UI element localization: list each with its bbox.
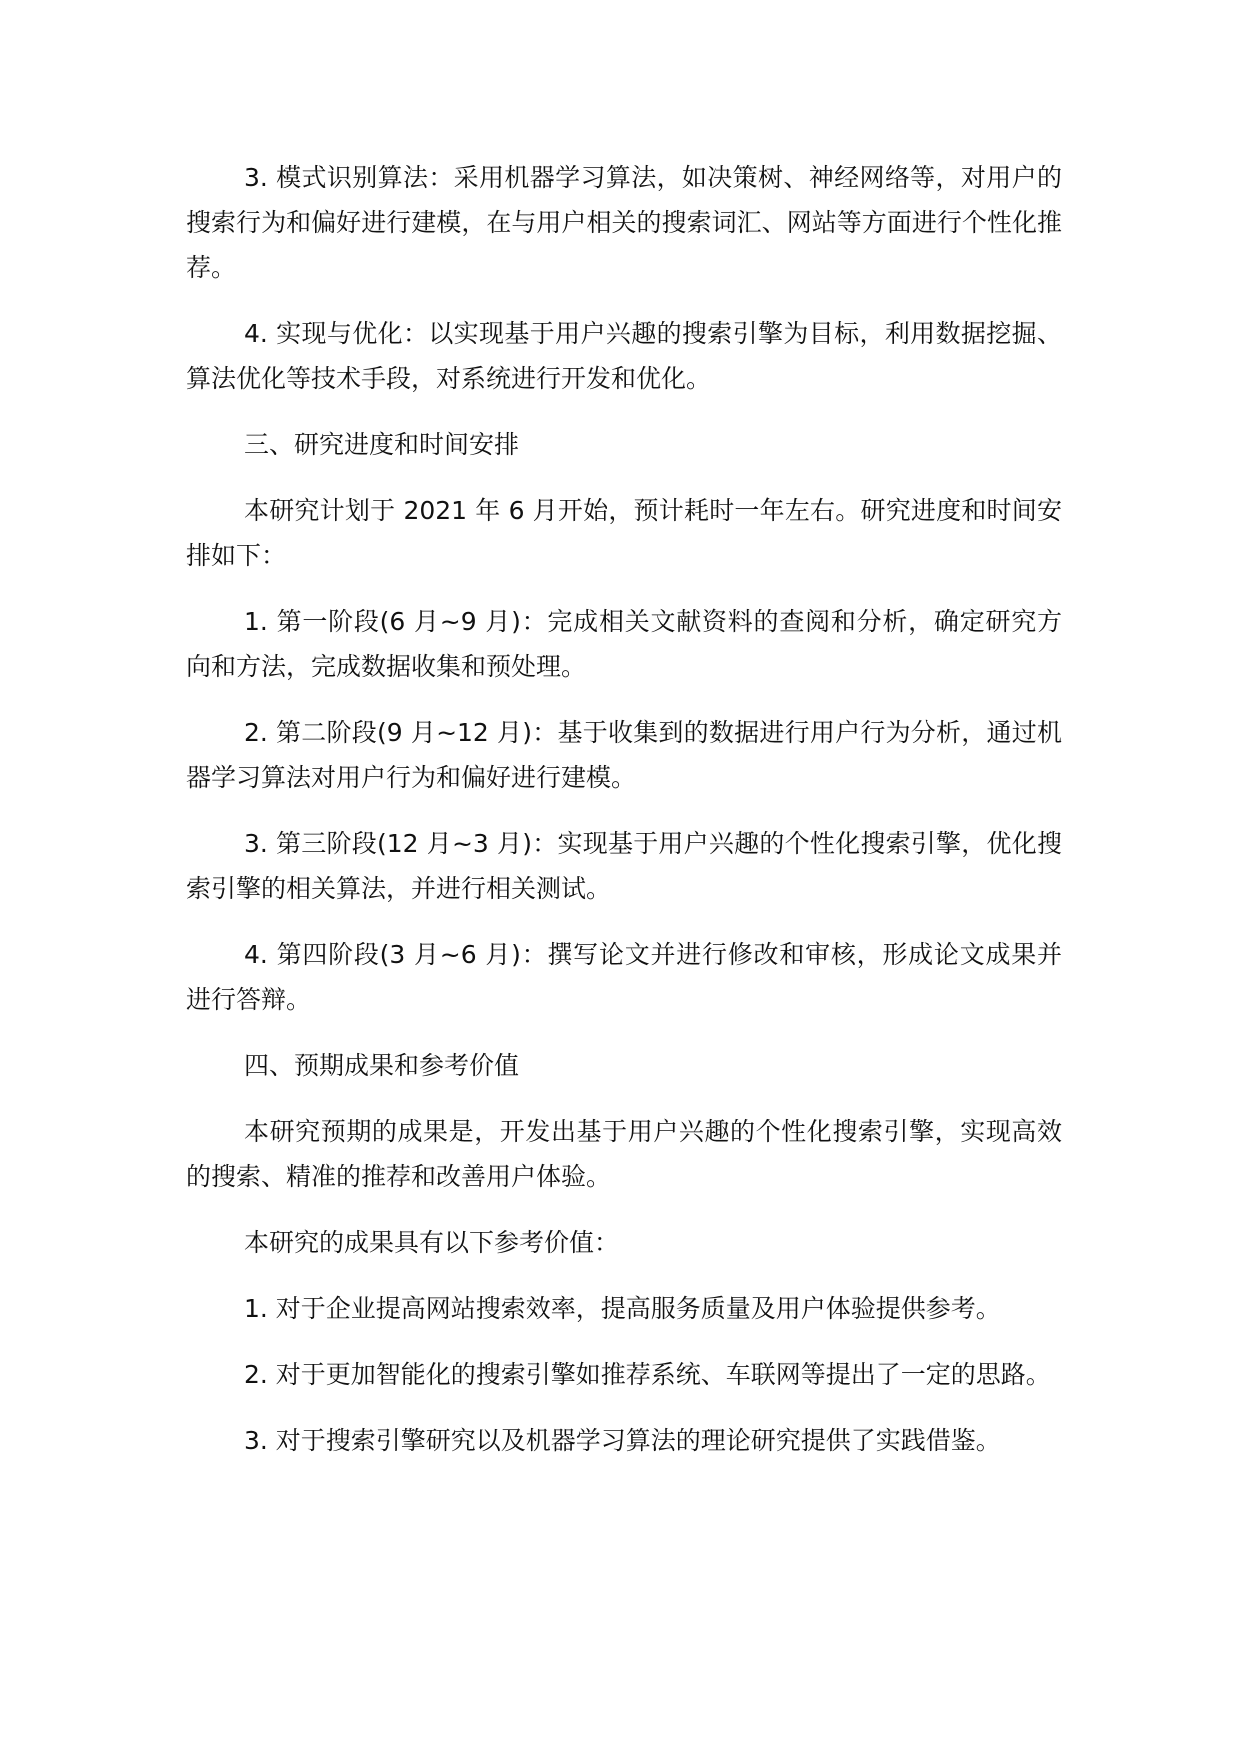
paragraph-value-three: 3. 对于搜索引擎研究以及机器学习算法的理论研究提供了实践借鉴。 xyxy=(244,1426,1001,1455)
paragraph-value-one: 1. 对于企业提高网站搜索效率，提高服务质量及用户体验提供参考。 xyxy=(244,1294,1001,1323)
document-body xyxy=(186,155,1062,1463)
paragraph-stage-one: 1. 第一阶段(6 月~9 月)：完成相关文献资料的查阅和分析，确定研究方向和方法，完成数据收集和预处理。 xyxy=(186,607,1062,681)
paragraph-expected-outcomes: 本研究预期的成果是，开发出基于用户兴趣的个性化搜索引擎，实现高效的搜索、精准的推荐和改善用户体验。 xyxy=(186,1117,1062,1191)
paragraph-stage-two: 2. 第二阶段(9 月~12 月)：基于收集到的数据进行用户行为分析，通过机器学习算法对用户行为和偏好进行建模。 xyxy=(186,718,1062,792)
paragraph-stage-three: 3. 第三阶段(12 月~3 月)：实现基于用户兴趣的个性化搜索引擎，优化搜索引擎的相关算法，并进行相关测试。 xyxy=(186,829,1062,903)
paragraph-reference-value-intro: 本研究的成果具有以下参考价值： xyxy=(244,1228,620,1257)
section-heading-schedule: 三、研究进度和时间安排 xyxy=(244,430,520,459)
paragraph-value-two: 2. 对于更加智能化的搜索引擎如推荐系统、车联网等提出了一定的思路。 xyxy=(244,1360,1051,1389)
section-heading-outcomes: 四、预期成果和参考价值 xyxy=(244,1051,520,1080)
paragraph-implementation-optimization: 4. 实现与优化：以实现基于用户兴趣的搜索引擎为目标，利用数据挖掘、算法优化等技术手段，对系统进行开发和优化。 xyxy=(186,319,1062,393)
paragraph-pattern-recognition: 3. 模式识别算法：采用机器学习算法，如决策树、神经网络等，对用户的搜索行为和偏好进行建模，在与用户相关的搜索词汇、网站等方面进行个性化推荐。 xyxy=(186,163,1062,282)
paragraph-schedule-intro: 本研究计划于 2021 年 6 月开始，预计耗时一年左右。研究进度和时间安排如下： xyxy=(186,496,1062,570)
paragraph-stage-four: 4. 第四阶段(3 月~6 月)：撰写论文并进行修改和审核，形成论文成果并进行答辩。 xyxy=(186,940,1062,1014)
